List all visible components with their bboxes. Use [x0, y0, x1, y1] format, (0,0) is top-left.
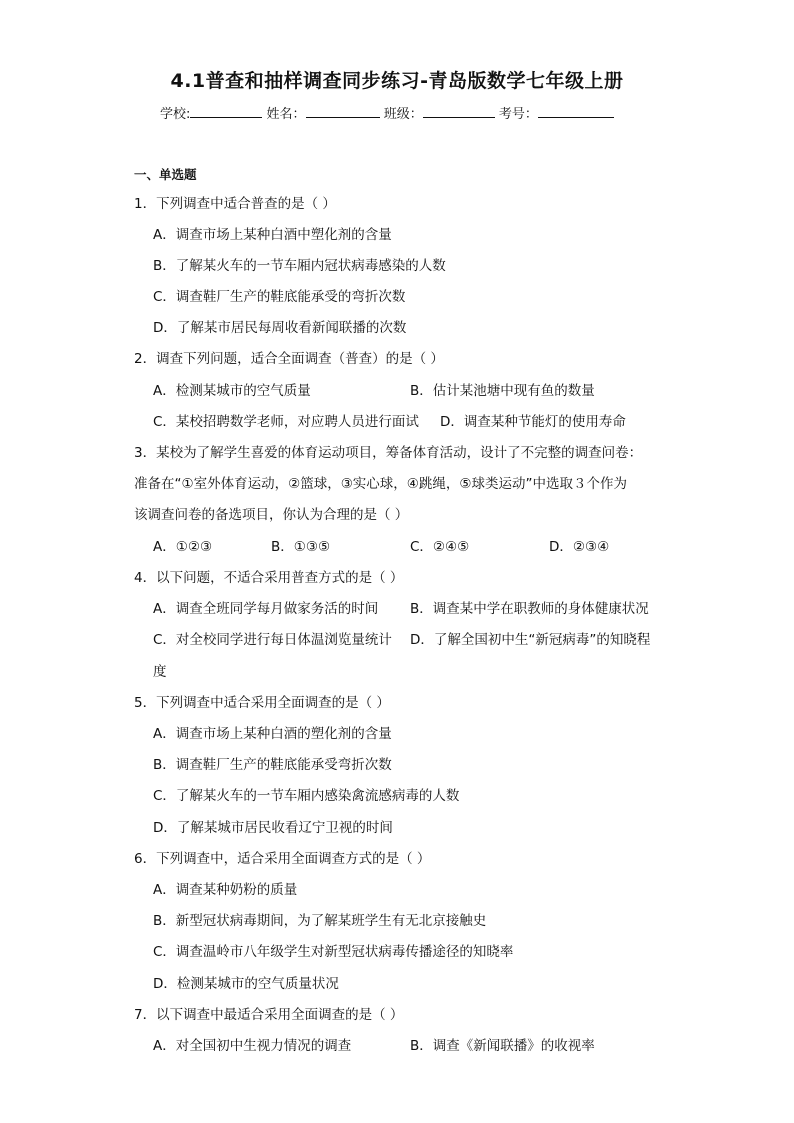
question-4-stem: 4．以下问题，不适合采用普查方式的是（ ）: [134, 570, 404, 586]
question-4-option-c: C．对全校同学进行每日体温浏览量统计: [153, 632, 392, 648]
question-3-stem-line-3: 该调查问卷的备选项目，你认为合理的是（ ）: [134, 507, 409, 523]
question-4-option-a: A．调查全班同学每月做家务活的时间: [153, 601, 379, 617]
question-3-option-d: D．②③④: [549, 539, 610, 555]
question-6-option-b: B．新型冠状病毒期间，为了解某班学生有无北京接触史: [153, 913, 487, 929]
class-label: 班级：: [383, 107, 423, 122]
name-blank[interactable]: [306, 103, 380, 118]
school-blank[interactable]: [190, 103, 262, 118]
question-7-option-b: B．调查《新闻联播》的收视率: [410, 1038, 595, 1054]
question-1-option-b: B．了解某火车的一节车厢内冠状病毒感染的人数: [153, 258, 446, 274]
question-6-option-a: A．调查某种奶粉的质量: [153, 882, 298, 898]
question-4-option-d: D．了解全国初中生“新冠病毒”的知晓程: [410, 632, 651, 648]
question-2-option-a: A．检测某城市的空气质量: [153, 383, 311, 399]
question-5-option-d: D．了解某城市居民收看辽宁卫视的时间: [153, 820, 393, 836]
question-7-stem: 7．以下调查中最适合采用全面调查的是（ ）: [134, 1007, 404, 1023]
question-3-stem-line-1: 3．某校为了解学生喜爱的体育运动项目，筹备体育活动，设计了不完整的调查问卷：: [134, 445, 643, 461]
exam-number-label: 考号：: [498, 107, 538, 122]
question-4-option-b: B．调查某中学在职教师的身体健康状况: [410, 601, 649, 617]
question-6-option-d: D．检测某城市的空气质量状况: [153, 976, 339, 992]
exam-number-blank[interactable]: [538, 103, 614, 118]
question-3-stem-line-2: 准备在“①室外体育运动，②篮球，③实心球，④跳绳，⑤球类运动”中选取３个作为: [134, 476, 627, 492]
question-7-option-a: A．对全国初中生视力情况的调查: [153, 1038, 352, 1054]
question-3-option-b: B．①③⑤: [271, 539, 331, 555]
question-5-option-b: B．调查鞋厂生产的鞋底能承受弯折次数: [153, 757, 392, 773]
question-2-stem: 2．调查下列问题，适合全面调查（普查）的是（ ）: [134, 351, 444, 367]
student-info-line: [160, 103, 640, 122]
question-3-option-c: C．②④⑤: [410, 539, 470, 555]
question-5-option-c: C．了解某火车的一节车厢内感染禽流感病毒的人数: [153, 788, 460, 804]
question-1-option-c: C．调查鞋厂生产的鞋底能承受的弯折次数: [153, 289, 406, 305]
name-label: 姓名：: [266, 107, 306, 122]
question-4-option-d-continuation: 度: [153, 664, 167, 680]
question-5-stem: 5．下列调查中适合采用全面调查的是（ ）: [134, 695, 390, 711]
question-1-option-d: D．了解某市居民每周收看新闻联播的次数: [153, 320, 407, 336]
question-1-option-a: A．调查市场上某种白酒中塑化剂的含量: [153, 227, 392, 243]
class-blank[interactable]: [423, 103, 495, 118]
question-6-stem: 6．下列调查中，适合采用全面调查方式的是（ ）: [134, 851, 431, 867]
question-1-stem: 1．下列调查中适合普查的是（ ）: [134, 196, 336, 212]
question-2-option-c: C．某校招聘数学老师，对应聘人员进行面试: [153, 414, 419, 430]
section-heading: 一、单选题: [134, 167, 197, 182]
question-2-option-b: B．估计某池塘中现有鱼的数量: [410, 383, 595, 399]
question-5-option-a: A．调查市场上某种白酒的塑化剂的含量: [153, 726, 392, 742]
question-6-option-c: C．调查温岭市八年级学生对新型冠状病毒传播途径的知晓率: [153, 944, 514, 960]
school-label: 学校:: [160, 107, 191, 122]
question-2-option-d: D．调查某种节能灯的使用寿命: [440, 414, 626, 430]
page-title: 4.1普查和抽样调查同步练习-青岛版数学七年级上册: [170, 70, 624, 92]
question-3-option-a: A．①②③: [153, 539, 213, 555]
